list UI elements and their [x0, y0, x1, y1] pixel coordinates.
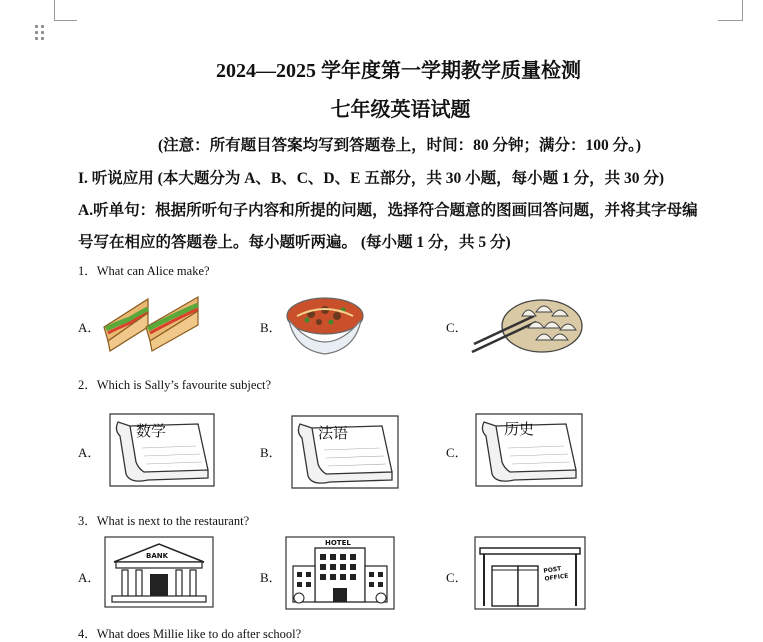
q1-option-c-letter: C． [446, 320, 468, 335]
hotel-icon [285, 536, 395, 610]
q2-option-a-letter: A． [78, 445, 101, 460]
sandwich-icon [100, 293, 206, 355]
book-label: 数学 [136, 422, 167, 440]
dumplings-icon [470, 292, 584, 356]
book-french-icon [290, 414, 402, 490]
q3-option-c-letter: C． [446, 570, 468, 585]
hotel-sign: HOTEL [325, 539, 351, 547]
q1-option-a-letter: A． [78, 320, 101, 335]
post-office-sign: POST OFFICE [543, 565, 569, 583]
page-corner-mark-right [718, 0, 743, 21]
drag-handle-icon[interactable] [35, 25, 47, 41]
bank-sign: BANK [146, 552, 169, 560]
bank-icon [104, 536, 214, 608]
part-a-instructions-line2: 号写在相应的答题卷上。每小题听两遍。 (每小题 1 分，共 5 分) [78, 234, 511, 251]
q2-option-c-letter: C． [446, 445, 468, 460]
question-1: 1．What can Alice make? [78, 264, 210, 278]
book-label: 历史 [504, 420, 535, 438]
noodle-bowl-icon [285, 292, 365, 358]
exam-note: (注意：所有题目答案均写到答题卷上，时间：80 分钟；满分：100 分。) [157, 137, 642, 154]
question-4: 4．What does Millie like to do after school? [78, 627, 302, 641]
question-2: 2．Which is Sally’s favourite subject? [78, 378, 272, 392]
book-math-icon [108, 412, 218, 488]
question-3: 3．What is next to the restaurant? [78, 514, 250, 528]
part-a-instructions-line1: A.听单句：根据所听句子内容和所提的问题，选择符合题意的图画回答问题，并将其字母编 [78, 202, 698, 219]
book-history-icon [474, 412, 586, 488]
exam-title: 2024—2025 学年度第一学期教学质量检测 [216, 60, 581, 82]
exam-subtitle: 七年级英语试题 [330, 99, 471, 121]
q2-option-b-letter: B． [260, 445, 282, 460]
q3-option-a-letter: A． [78, 570, 101, 585]
q1-option-b-letter: B． [260, 320, 282, 335]
q3-option-b-letter: B． [260, 570, 282, 585]
book-label: 法语 [318, 424, 349, 442]
post-office-icon [474, 536, 586, 610]
section-heading: I. 听说应用 (本大题分为 A、B、C、D、E 五部分，共 30 小题，每小题 1 分，共 30 分) [78, 170, 664, 187]
page-corner-mark-left [54, 0, 77, 21]
